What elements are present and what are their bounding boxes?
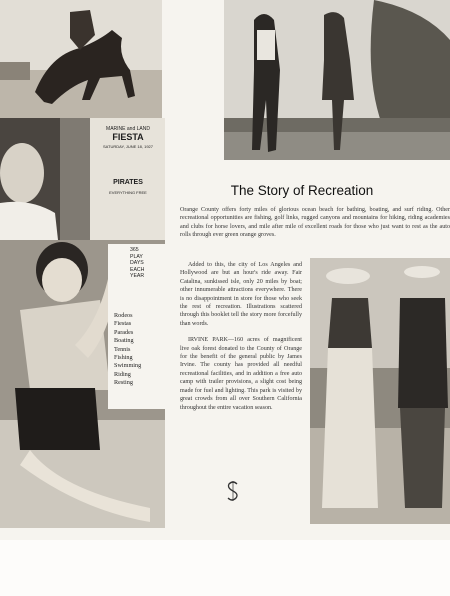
poster-line-1: MARINE and LAND (106, 126, 150, 132)
days-line: YEAR (130, 273, 145, 280)
page-bottom-margin (0, 540, 450, 596)
activity-item: Resting (114, 379, 133, 387)
activity-item: Swimming (114, 362, 142, 370)
activity-item: Tennis (114, 345, 131, 353)
days-line: DAYS (130, 260, 144, 267)
days-line: PLAY (130, 253, 143, 260)
poster-line-3: SATURDAY, JUNE 18, 1927 (102, 144, 154, 149)
article-title: The Story of Recreation (230, 183, 374, 198)
rodeo-photo (0, 0, 162, 118)
decorative-s-logo (226, 480, 240, 502)
article-body-column (180, 261, 302, 420)
days-line: EACH (130, 266, 145, 273)
paragraph-los-angeles: Added to this, the city of Los Angeles and Hollywood are but an hour's ride away. Fair Catalina, sunkissed isle, only 20 miles by boat; other innumerable attractions everywhere. There is no disappointment in store for those who seek the rest of recreation. Illustrations scattered through this booklet tell the story more forcefully than words. (180, 262, 302, 327)
poster-line-5: EVERYTHING FREE (109, 190, 147, 195)
days-line: 365 (130, 247, 139, 253)
activity-item: Fiestas (114, 320, 132, 328)
fiesta-poster (95, 126, 161, 195)
intro-paragraph: Orange County offers forty miles of glorious ocean beach for bathing, boating, and surf riding. Other recreational opportunities are fishing, golf links, rugged canyons and mountains for hiking, riding academies and clubs for horse lovers, and mile after mile of excellent roads for those who just want to rest as the auto rolls through ever green orange groves. (180, 207, 450, 239)
activities-list (114, 312, 141, 388)
activity-item: Rodeos (114, 312, 133, 319)
poster-line-2: FIESTA (112, 132, 144, 142)
activity-item: Parades (114, 328, 134, 336)
activity-item: Riding (114, 370, 131, 378)
poster-line-4: PIRATES (113, 179, 143, 186)
paragraph-irvine-park: IRVINE PARK—160 acres of magnificent live oak forest donated to the County of Orange for the benefit of the general public by James Irvine. The county has provided all needful recreational facilities, and in addition a free auto camp with trailer provisions, a slight cost being made for fuel and lighting. This park is visited by great crowds from all over Southern California throughout the entire vacation season. (180, 337, 302, 411)
activity-item: Fishing (114, 354, 133, 362)
play-days-callout (130, 247, 158, 280)
golfers-photo (224, 0, 450, 160)
pier-photo (310, 258, 450, 524)
activity-item: Boating (114, 337, 134, 345)
